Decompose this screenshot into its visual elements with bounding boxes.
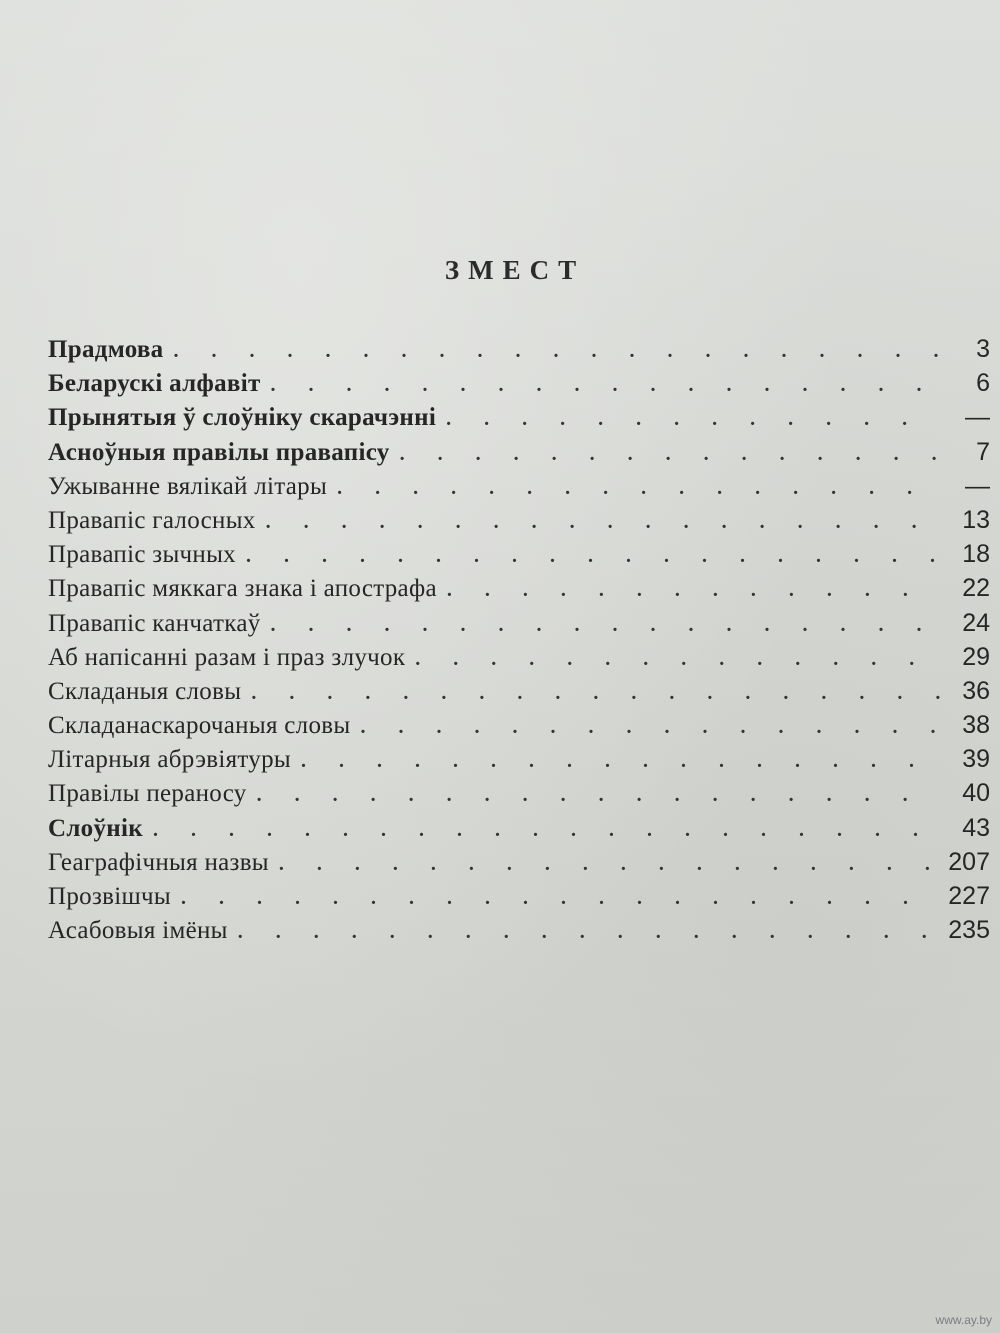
toc-entry-title: Беларускі алфавіт xyxy=(48,370,261,398)
toc-entry-title: Слоўнік xyxy=(48,814,143,842)
toc-entry-page: 22 xyxy=(962,574,990,603)
toc-entry-title: Ужыванне вялікай літары xyxy=(48,472,328,500)
toc-entry xyxy=(48,469,990,503)
toc-entry xyxy=(48,640,990,674)
toc-entry-page: 39 xyxy=(962,745,990,774)
toc-entry-title: Правілы пераносу xyxy=(48,780,247,808)
toc-entry xyxy=(48,435,990,469)
table-of-contents xyxy=(48,332,990,947)
toc-entry xyxy=(48,571,990,605)
toc-entry-page: 6 xyxy=(976,369,990,398)
dot-leader xyxy=(271,368,940,402)
dot-leader xyxy=(337,471,940,505)
dot-leader xyxy=(266,505,940,539)
toc-entry xyxy=(48,742,990,776)
toc-entry-title: Геаграфічныя назвы xyxy=(48,848,269,876)
toc-entry-page: 36 xyxy=(962,676,990,705)
dot-leader xyxy=(271,608,940,642)
toc-entry xyxy=(48,913,990,947)
toc-entry-page: — xyxy=(965,403,990,432)
toc-entry-page: 235 xyxy=(948,916,990,945)
toc-entry-title: Складанаскарочаныя словы xyxy=(48,712,351,740)
dot-leader xyxy=(181,881,938,915)
dot-leader xyxy=(360,710,940,744)
dot-leader xyxy=(257,778,940,812)
toc-entry-title: Правапіс галосных xyxy=(48,506,256,534)
toc-entry-title: Аб напісанні разам і праз злучок xyxy=(48,643,406,671)
toc-entry-page: 7 xyxy=(976,437,990,466)
toc-entry xyxy=(48,879,990,913)
page-title: ЗМЕСТ xyxy=(444,255,586,285)
dot-leader xyxy=(238,915,939,949)
toc-entry-title: Прадмова xyxy=(48,336,164,363)
toc-entry xyxy=(48,503,990,537)
toc-entry-title: Асабовыя імёны xyxy=(48,917,228,945)
toc-entry-title: Прозвішчы xyxy=(48,883,172,910)
dot-leader xyxy=(400,437,940,471)
toc-entry xyxy=(48,776,990,810)
toc-entry-title: Прынятыя ў слоўніку скарачэнні xyxy=(48,404,437,432)
dot-leader xyxy=(279,847,938,881)
toc-entry-title: Складаныя словы xyxy=(48,677,242,705)
dot-leader xyxy=(447,573,940,607)
toc-entry xyxy=(48,811,990,845)
dot-leader xyxy=(251,676,940,710)
dot-leader xyxy=(415,642,940,676)
dot-leader xyxy=(153,813,940,847)
dot-leader xyxy=(301,744,940,778)
toc-entry-title: Літарныя абрэвіятуры xyxy=(48,746,291,774)
toc-entry-page: 3 xyxy=(976,335,990,363)
toc-entry xyxy=(48,708,990,742)
toc-entry-page: 40 xyxy=(962,779,990,808)
toc-entry-page: 18 xyxy=(962,540,990,569)
toc-entry-page: 43 xyxy=(962,813,990,842)
toc-entry-page: 207 xyxy=(948,847,990,876)
toc-entry xyxy=(48,606,990,640)
toc-entry-page: 24 xyxy=(962,608,990,637)
toc-entry xyxy=(48,400,990,434)
toc-entry-title: Асноўныя правілы правапісу xyxy=(48,438,390,466)
toc-entry-page: 227 xyxy=(948,882,990,910)
toc-entry-title: Правапіс зычных xyxy=(48,541,236,569)
toc-entry-title: Правапіс мяккага знака і апострафа xyxy=(48,575,437,603)
dot-leader xyxy=(246,539,940,573)
toc-entry xyxy=(48,537,990,571)
watermark: www.ay.by xyxy=(935,1313,992,1327)
toc-entry-page: 29 xyxy=(962,642,990,671)
toc-entry-page: 13 xyxy=(962,505,990,534)
dot-leader xyxy=(446,402,940,436)
toc-entry-page: 38 xyxy=(962,711,990,740)
dot-leader xyxy=(173,334,940,368)
toc-entry xyxy=(48,674,990,708)
toc-entry xyxy=(48,332,990,366)
toc-entry-title: Правапіс канчаткаў xyxy=(48,609,261,637)
toc-entry xyxy=(48,366,990,400)
toc-entry xyxy=(48,845,990,879)
toc-entry-page: — xyxy=(965,471,990,500)
